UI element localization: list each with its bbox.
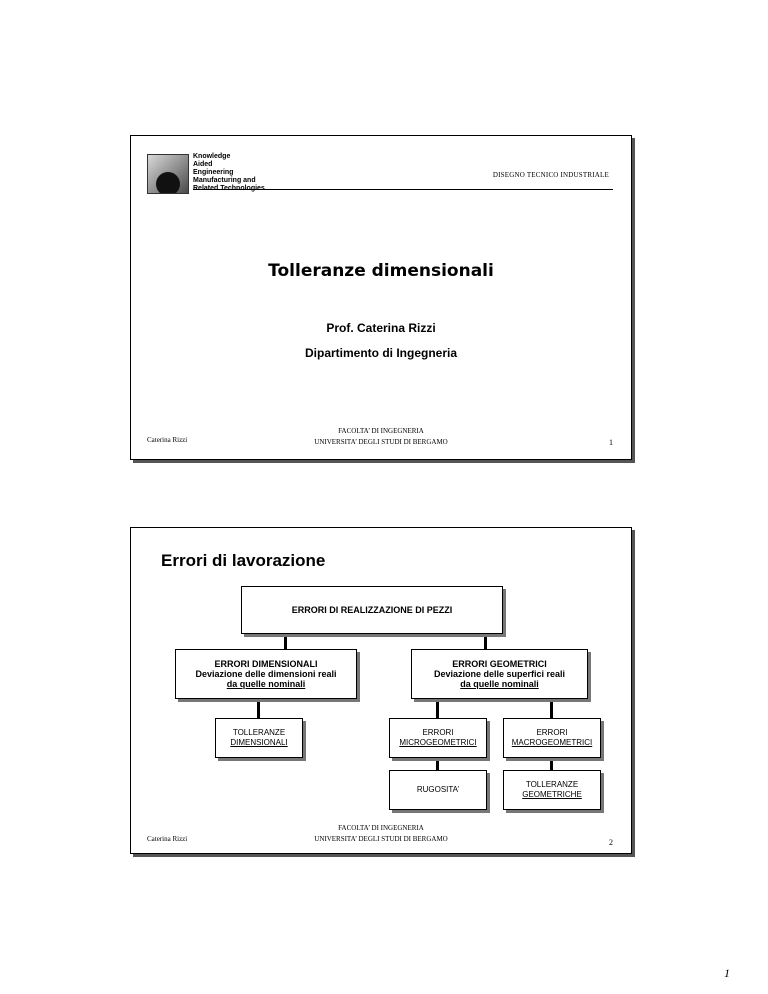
logo-line: Aided — [193, 161, 213, 168]
box-label: TOLLERANZE — [232, 728, 286, 737]
dimensional-tolerances-box — [215, 718, 303, 758]
connector — [284, 632, 287, 649]
connector — [257, 697, 260, 718]
slide-number: 1 — [609, 438, 613, 447]
box-label: ERRORI — [422, 728, 454, 737]
connector — [436, 697, 439, 718]
microgeometric-errors-box — [389, 718, 487, 758]
connector — [550, 697, 553, 718]
box-label: RUGOSITA’ — [416, 785, 460, 794]
dimensional-errors-box — [175, 649, 357, 699]
box-label: MACROGEOMETRICI — [511, 738, 593, 747]
footer-faculty: FACOLTA’ DI INGEGNERIA — [338, 824, 424, 832]
dimensional-errors-title: ERRORI DIMENSIONALI — [214, 659, 318, 669]
footer-author: Caterina Rizzi — [147, 436, 188, 444]
geometric-tolerances-box — [503, 770, 601, 810]
slide-title: Errori di lavorazione — [161, 551, 326, 570]
footer-university: UNIVERSITA’ DEGLI STUDI DI BERGAMO — [314, 438, 448, 446]
connector — [550, 756, 553, 770]
logo-line: Engineering — [193, 169, 234, 176]
root-error-box — [241, 586, 503, 634]
course-name: DISEGNO TECNICO INDUSTRIALE — [492, 171, 609, 179]
author-name: Prof. Caterina Rizzi — [326, 321, 436, 335]
box-label: TOLLERANZE — [525, 780, 579, 789]
root-error-label: ERRORI DI REALIZZAZIONE DI PEZZI — [291, 605, 453, 615]
logo-text — [193, 153, 265, 193]
logo-line: Knowledge — [193, 153, 231, 160]
footer-author: Caterina Rizzi — [147, 835, 188, 843]
connector — [436, 756, 439, 770]
document-page-number: 1 — [724, 966, 730, 980]
geometric-errors-box — [411, 649, 588, 699]
geometric-errors-desc: Deviazione delle superfici reali — [433, 669, 566, 679]
box-label: ERRORI — [536, 728, 568, 737]
box-label: DIMENSIONALI — [230, 738, 288, 747]
slide-2 — [130, 527, 632, 854]
department-name: Dipartimento di Ingegneria — [304, 346, 457, 360]
slide-number: 2 — [609, 838, 613, 847]
connector — [484, 632, 487, 649]
roughness-box — [389, 770, 487, 810]
geometric-errors-title: ERRORI GEOMETRICI — [452, 659, 547, 669]
dimensional-errors-desc: Deviazione delle dimensioni reali — [195, 669, 337, 679]
kaemart-logo-icon — [147, 154, 189, 194]
logo-line: Related Technologies — [193, 185, 265, 192]
geometric-errors-desc: da quelle nominali — [460, 679, 539, 689]
slide-1 — [130, 135, 632, 460]
header-divider — [193, 189, 613, 190]
footer-institution — [131, 823, 631, 845]
logo-line: Manufacturing and — [193, 177, 256, 184]
box-label: GEOMETRICHE — [522, 790, 582, 799]
footer-faculty: FACOLTA’ DI INGEGNERIA — [338, 427, 424, 435]
box-label: MICROGEOMETRICI — [399, 738, 477, 747]
dimensional-errors-desc: da quelle nominali — [226, 679, 306, 689]
macrogeometric-errors-box — [503, 718, 601, 758]
footer-university: UNIVERSITA’ DEGLI STUDI DI BERGAMO — [314, 835, 448, 843]
footer-institution — [131, 426, 631, 448]
slide-title: Tolleranze dimensionali — [268, 261, 494, 281]
